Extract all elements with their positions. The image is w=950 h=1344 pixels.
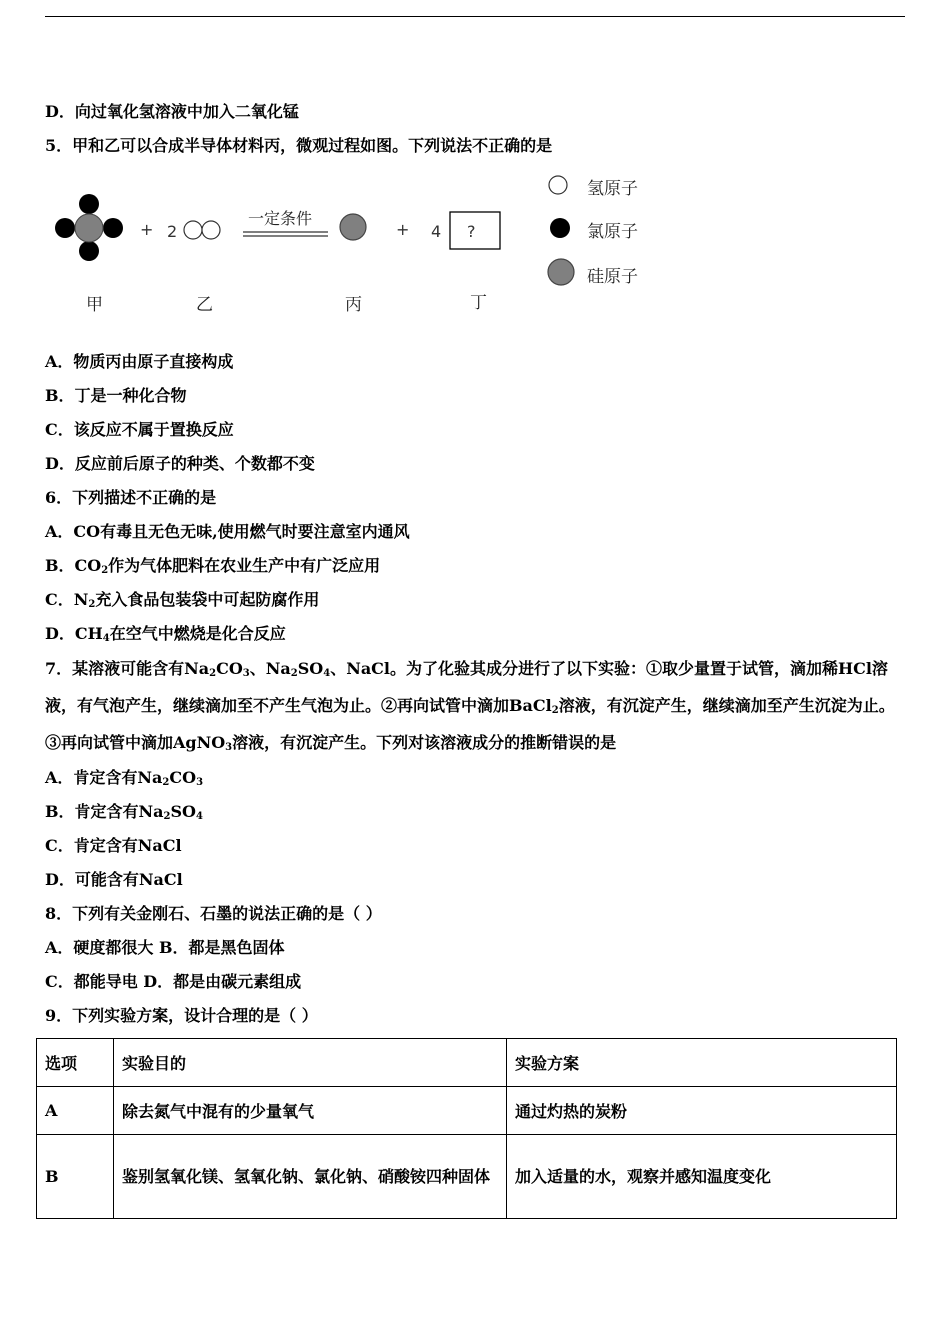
row-b-purpose: 鉴别氢氧化镁、氢氧化钠、氯化钠、硝酸铵四种固体 <box>114 1135 507 1219</box>
reaction-condition: 一定条件 <box>248 209 313 228</box>
legend-hydrogen-label: 氢原子 <box>587 179 638 199</box>
legend-chlorine-circle <box>550 218 570 238</box>
row-a-plan: 通过灼热的炭粉 <box>507 1087 897 1135</box>
q6-stem: 6．下列描述不正确的是 <box>45 488 217 507</box>
row-a-purpose: 除去氮气中混有的少量氧气 <box>114 1087 507 1135</box>
molecule-jia <box>55 194 123 261</box>
coef-yi: 2 <box>167 222 178 241</box>
q7-stem: 7．某溶液可能含有$Na_2CO_3$、$Na_2SO_4$、NaCl。为了化验其成分进行了以下实验：①取少量置于试管，滴加稀HCl溶液，有气泡产生，继续滴加至不产生气泡为止。②再向试管中滴加BaCl$_2$溶液，有沉淀产生，继续滴加至产生沉淀为止。③再向试管中滴加AgNO$_3$溶液，有沉淀产生。下列对该溶液成分的推断错误的是 <box>45 659 895 753</box>
q5-option-c: C．该反应不属于置换反应 <box>45 420 234 439</box>
label-jia: 甲 <box>86 295 103 315</box>
header-plan: 实验方案 <box>507 1039 897 1087</box>
q8-options-ab: A．硬度都很大 B．都是黑色固体 <box>45 938 285 957</box>
table-row <box>37 1087 897 1135</box>
plus-sign-2: + <box>396 220 410 239</box>
label-bing: 丙 <box>345 295 362 315</box>
row-a-option: A <box>37 1087 114 1135</box>
q5-option-d: D．反应前后原子的种类、个数都不变 <box>45 454 315 473</box>
header-option: 选项 <box>37 1039 114 1087</box>
row-b-option: B <box>37 1135 114 1219</box>
reaction-diagram <box>45 168 665 318</box>
top-rule <box>45 16 905 17</box>
q6-option-b: B．$CO_2$作为气体肥料在农业生产中有广泛应用 <box>45 556 381 576</box>
q6-option-a: A．CO有毒且无色无味,使用燃气时要注意室内通风 <box>45 522 410 541</box>
q7-option-d: D．可能含有NaCl <box>45 870 183 889</box>
q7-option-b: B．肯定含有$Na_2SO_4$ <box>45 802 203 822</box>
unknown-mark: ? <box>467 222 476 241</box>
q5-option-a: A．物质丙由原子直接构成 <box>45 352 234 371</box>
row-b-plan: 加入适量的水，观察并感知温度变化 <box>507 1135 897 1219</box>
label-ding: 丁 <box>470 293 487 313</box>
q5-option-b: B．丁是一种化合物 <box>45 386 187 405</box>
molecule-yi <box>184 221 220 239</box>
legend-hydrogen-circle <box>549 176 567 194</box>
legend-silicon-circle <box>548 259 574 285</box>
q9-stem: 9．下列实验方案，设计合理的是（ ） <box>45 1006 318 1025</box>
header-purpose: 实验目的 <box>114 1039 507 1087</box>
table-row <box>37 1135 897 1219</box>
q8-stem: 8．下列有关金刚石、石墨的说法正确的是（ ） <box>45 904 382 923</box>
q5-stem: 5．甲和乙可以合成半导体材料丙，微观过程如图。下列说法不正确的是 <box>45 136 553 155</box>
label-yi: 乙 <box>196 295 213 315</box>
q4-option-d: D．向过氧化氢溶液中加入二氧化锰 <box>45 102 299 121</box>
plus-sign-1: + <box>140 220 154 239</box>
legend-silicon-label: 硅原子 <box>587 267 638 287</box>
table-header-row <box>37 1039 897 1087</box>
q7-option-a: A．肯定含有$Na_2CO_3$ <box>45 768 204 788</box>
q7-option-c: C．肯定含有NaCl <box>45 836 182 855</box>
q8-options-cd: C．都能导电 D．都是由碳元素组成 <box>45 972 302 991</box>
legend-chlorine-label: 氯原子 <box>587 222 638 242</box>
coef-ding: 4 <box>431 222 442 241</box>
q6-option-c: C．$N_2$充入食品包装袋中可起防腐作用 <box>45 590 320 610</box>
q9-table <box>36 1038 897 1219</box>
atom-bing <box>340 214 366 240</box>
q6-option-d: D．$CH_4$在空气中燃烧是化合反应 <box>45 624 286 644</box>
